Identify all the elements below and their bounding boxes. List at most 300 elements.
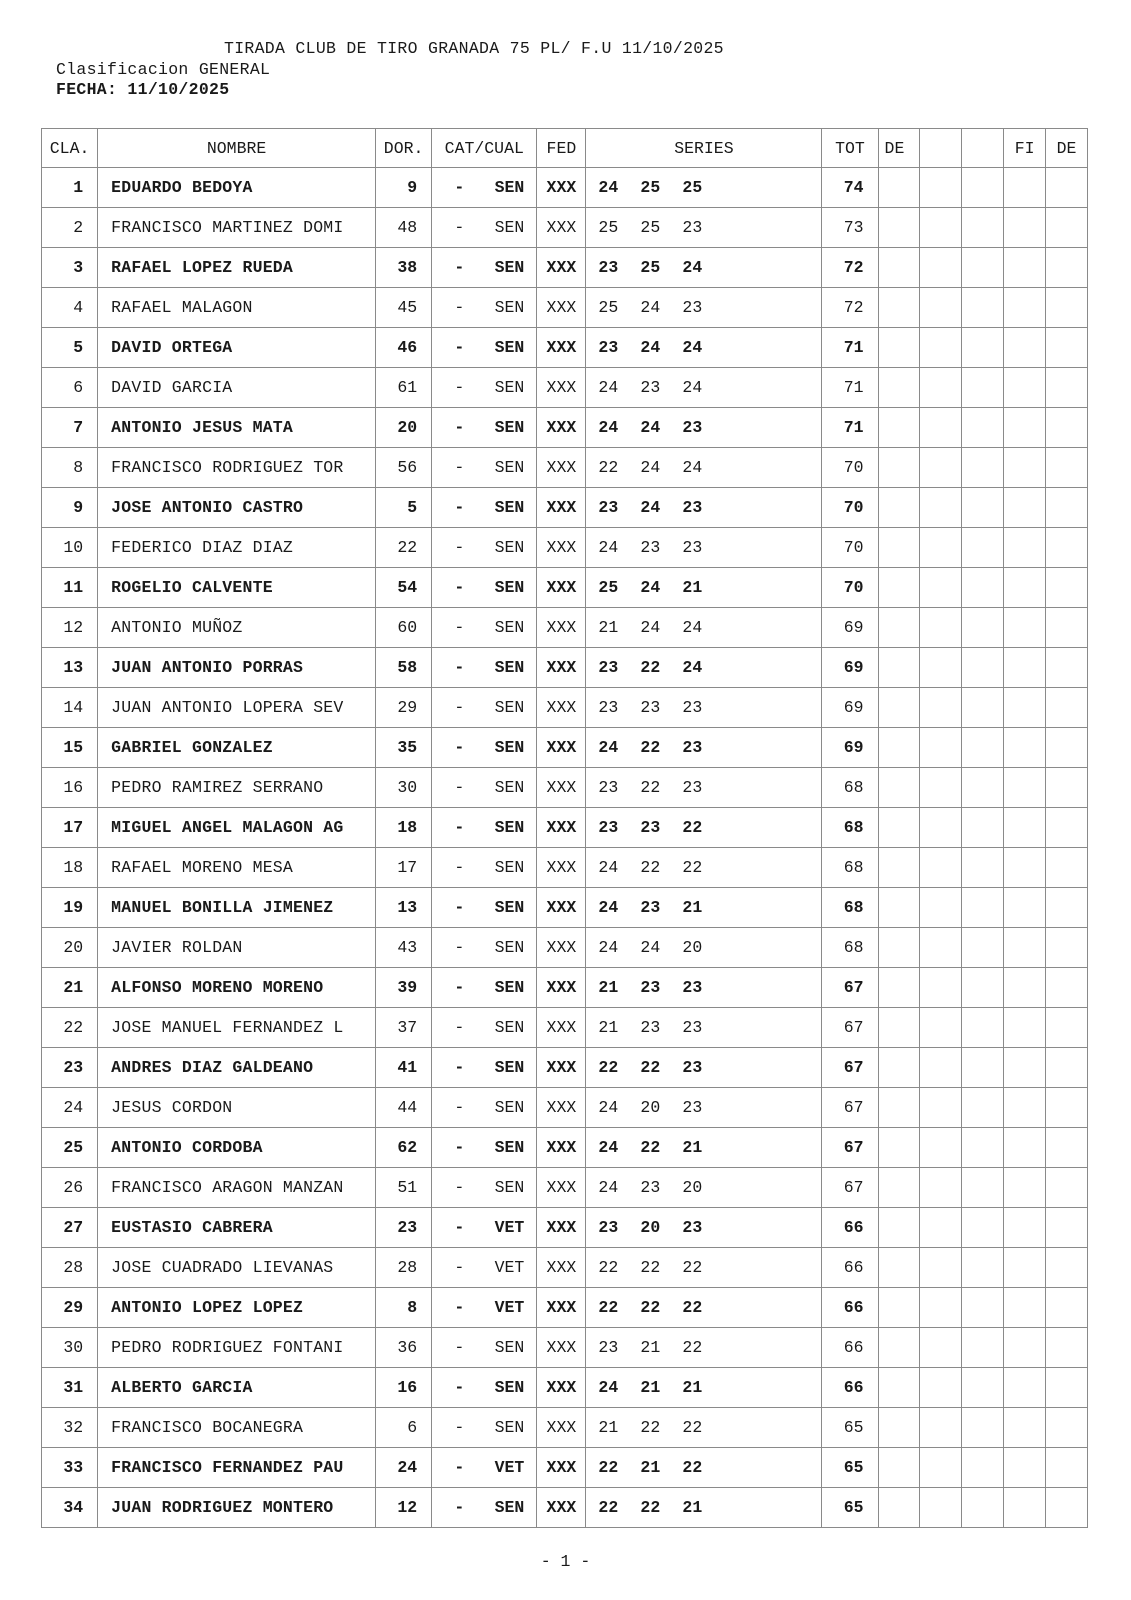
series-1-value: 21 <box>598 978 619 997</box>
series-cell <box>586 648 822 688</box>
category-cell <box>432 1128 537 1168</box>
bib-cell: 46 <box>376 328 432 368</box>
document-subtitle: Clasificacion GENERAL <box>56 60 271 79</box>
de-cell-2 <box>1046 1248 1088 1288</box>
blank-cell <box>962 968 1004 1008</box>
blank-cell <box>962 848 1004 888</box>
series-3-value: 23 <box>682 1218 703 1237</box>
series-2-value: 23 <box>640 1018 661 1037</box>
qualification-value: - <box>454 1458 465 1477</box>
table-row <box>42 248 1088 288</box>
category-value: VET <box>494 1298 525 1317</box>
rank-cell: 32 <box>42 1408 98 1448</box>
series-3-value: 24 <box>682 378 703 397</box>
series-cell <box>586 1128 822 1168</box>
series-cell <box>586 1408 822 1448</box>
category-value: VET <box>494 1258 525 1277</box>
series-cell <box>586 368 822 408</box>
name-cell: EDUARDO BEDOYA <box>98 168 376 208</box>
category-value: SEN <box>494 658 525 677</box>
series-cell <box>586 1288 822 1328</box>
blank-cell <box>920 408 962 448</box>
bib-cell: 5 <box>376 488 432 528</box>
qualification-value: - <box>454 818 465 837</box>
de-cell <box>878 1408 920 1448</box>
bib-cell: 61 <box>376 368 432 408</box>
federation-cell: XXX <box>537 1448 586 1488</box>
series-cell <box>586 208 822 248</box>
blank-cell <box>920 1328 962 1368</box>
rank-cell: 8 <box>42 448 98 488</box>
bib-cell: 22 <box>376 528 432 568</box>
rank-cell: 9 <box>42 488 98 528</box>
blank-cell <box>920 608 962 648</box>
fi-cell <box>1004 648 1046 688</box>
table-row <box>42 1208 1088 1248</box>
series-cell <box>586 768 822 808</box>
category-cell <box>432 328 537 368</box>
blank-cell <box>920 1488 962 1528</box>
federation-cell: XXX <box>537 848 586 888</box>
category-value: SEN <box>494 1178 525 1197</box>
series-1-value: 24 <box>598 1378 619 1397</box>
de-cell <box>878 1168 920 1208</box>
category-value: SEN <box>494 738 525 757</box>
federation-cell: XXX <box>537 1008 586 1048</box>
blank-cell <box>962 1448 1004 1488</box>
bib-cell: 8 <box>376 1288 432 1328</box>
category-value: SEN <box>494 1418 525 1437</box>
fi-cell <box>1004 1248 1046 1288</box>
blank-cell <box>962 488 1004 528</box>
federation-cell: XXX <box>537 168 586 208</box>
de-cell-2 <box>1046 968 1088 1008</box>
de-cell <box>878 848 920 888</box>
series-3-value: 21 <box>682 1498 703 1517</box>
table-row <box>42 1408 1088 1448</box>
qualification-value: - <box>454 1178 465 1197</box>
series-2-value: 24 <box>640 938 661 957</box>
total-cell: 66 <box>822 1208 878 1248</box>
blank-cell <box>962 1208 1004 1248</box>
name-cell: JAVIER ROLDAN <box>98 928 376 968</box>
blank-cell <box>920 1088 962 1128</box>
de-cell-2 <box>1046 168 1088 208</box>
category-cell <box>432 1248 537 1288</box>
federation-cell: XXX <box>537 808 586 848</box>
rank-cell: 11 <box>42 568 98 608</box>
series-cell <box>586 568 822 608</box>
qualification-value: - <box>454 1218 465 1237</box>
de-cell <box>878 328 920 368</box>
series-1-value: 25 <box>598 578 619 597</box>
bib-cell: 38 <box>376 248 432 288</box>
bib-cell: 54 <box>376 568 432 608</box>
qualification-value: - <box>454 178 465 197</box>
fi-cell <box>1004 408 1046 448</box>
rank-cell: 3 <box>42 248 98 288</box>
blank-cell <box>962 1488 1004 1528</box>
table-row <box>42 1008 1088 1048</box>
bib-cell: 56 <box>376 448 432 488</box>
rank-cell: 1 <box>42 168 98 208</box>
name-cell: ANTONIO JESUS MATA <box>98 408 376 448</box>
blank-cell <box>962 608 1004 648</box>
name-cell: ANTONIO CORDOBA <box>98 1128 376 1168</box>
qualification-value: - <box>454 1018 465 1037</box>
table-row <box>42 368 1088 408</box>
total-cell: 68 <box>822 928 878 968</box>
series-2-value: 23 <box>640 538 661 557</box>
qualification-value: - <box>454 978 465 997</box>
category-value: SEN <box>494 1098 525 1117</box>
name-cell: RAFAEL MORENO MESA <box>98 848 376 888</box>
table-row <box>42 208 1088 248</box>
category-value: SEN <box>494 378 525 397</box>
qualification-value: - <box>454 1498 465 1517</box>
series-cell <box>586 288 822 328</box>
series-2-value: 24 <box>640 298 661 317</box>
series-1-value: 24 <box>598 938 619 957</box>
rank-cell: 25 <box>42 1128 98 1168</box>
table-row <box>42 648 1088 688</box>
category-value: SEN <box>494 938 525 957</box>
total-cell: 66 <box>822 1248 878 1288</box>
federation-cell: XXX <box>537 1048 586 1088</box>
table-row <box>42 1368 1088 1408</box>
blank-cell <box>962 1288 1004 1328</box>
blank-cell <box>962 1328 1004 1368</box>
fi-cell <box>1004 368 1046 408</box>
bib-cell: 58 <box>376 648 432 688</box>
series-cell <box>586 528 822 568</box>
de-cell <box>878 1128 920 1168</box>
category-value: SEN <box>494 258 525 277</box>
category-cell <box>432 848 537 888</box>
de-cell-2 <box>1046 288 1088 328</box>
bib-cell: 13 <box>376 888 432 928</box>
rank-cell: 24 <box>42 1088 98 1128</box>
series-3-value: 23 <box>682 1018 703 1037</box>
fi-cell <box>1004 1368 1046 1408</box>
total-cell: 68 <box>822 768 878 808</box>
series-3-value: 24 <box>682 258 703 277</box>
total-cell: 70 <box>822 448 878 488</box>
total-cell: 69 <box>822 688 878 728</box>
qualification-value: - <box>454 218 465 237</box>
fi-cell <box>1004 888 1046 928</box>
blank-cell <box>962 768 1004 808</box>
total-cell: 70 <box>822 528 878 568</box>
table-row <box>42 768 1088 808</box>
de-cell <box>878 808 920 848</box>
federation-cell: XXX <box>537 1128 586 1168</box>
category-value: SEN <box>494 498 525 517</box>
blank-cell <box>920 1248 962 1288</box>
col-header-cat: CAT/CUAL <box>432 129 537 168</box>
series-3-value: 20 <box>682 938 703 957</box>
qualification-value: - <box>454 658 465 677</box>
fi-cell <box>1004 248 1046 288</box>
fi-cell <box>1004 1448 1046 1488</box>
rank-cell: 16 <box>42 768 98 808</box>
series-cell <box>586 728 822 768</box>
de-cell <box>878 248 920 288</box>
category-value: SEN <box>494 298 525 317</box>
federation-cell: XXX <box>537 328 586 368</box>
de-cell-2 <box>1046 688 1088 728</box>
table-row <box>42 1168 1088 1208</box>
name-cell: FEDERICO DIAZ DIAZ <box>98 528 376 568</box>
de-cell-2 <box>1046 848 1088 888</box>
series-2-value: 23 <box>640 898 661 917</box>
series-cell <box>586 1088 822 1128</box>
category-cell <box>432 608 537 648</box>
name-cell: MIGUEL ANGEL MALAGON AG <box>98 808 376 848</box>
total-cell: 66 <box>822 1368 878 1408</box>
total-cell: 69 <box>822 728 878 768</box>
total-cell: 68 <box>822 848 878 888</box>
federation-cell: XXX <box>537 1168 586 1208</box>
table-row <box>42 728 1088 768</box>
blank-cell <box>962 808 1004 848</box>
table-row <box>42 528 1088 568</box>
federation-cell: XXX <box>537 528 586 568</box>
blank-cell <box>920 728 962 768</box>
rank-cell: 6 <box>42 368 98 408</box>
de-cell-2 <box>1046 608 1088 648</box>
blank-cell <box>920 1168 962 1208</box>
category-value: SEN <box>494 1498 525 1517</box>
fi-cell <box>1004 688 1046 728</box>
category-cell <box>432 1448 537 1488</box>
de-cell-2 <box>1046 1048 1088 1088</box>
qualification-value: - <box>454 1138 465 1157</box>
qualification-value: - <box>454 578 465 597</box>
de-cell-2 <box>1046 1008 1088 1048</box>
name-cell: ANTONIO LOPEZ LOPEZ <box>98 1288 376 1328</box>
blank-cell <box>962 1168 1004 1208</box>
blank-cell <box>962 648 1004 688</box>
series-1-value: 25 <box>598 218 619 237</box>
bib-cell: 51 <box>376 1168 432 1208</box>
category-value: SEN <box>494 578 525 597</box>
name-cell: PEDRO RAMIREZ SERRANO <box>98 768 376 808</box>
col-header-de: DE <box>878 129 920 168</box>
category-value: SEN <box>494 618 525 637</box>
de-cell <box>878 728 920 768</box>
federation-cell: XXX <box>537 1368 586 1408</box>
table-row <box>42 848 1088 888</box>
blank-cell <box>920 888 962 928</box>
rank-cell: 23 <box>42 1048 98 1088</box>
de-cell <box>878 408 920 448</box>
fi-cell <box>1004 768 1046 808</box>
series-2-value: 22 <box>640 738 661 757</box>
qualification-value: - <box>454 618 465 637</box>
rank-cell: 29 <box>42 1288 98 1328</box>
federation-cell: XXX <box>537 648 586 688</box>
blank-cell <box>962 328 1004 368</box>
bib-cell: 41 <box>376 1048 432 1088</box>
col-header-blank-1 <box>920 129 962 168</box>
table-row <box>42 1128 1088 1168</box>
series-3-value: 22 <box>682 1458 703 1477</box>
series-1-value: 24 <box>598 1178 619 1197</box>
series-3-value: 21 <box>682 898 703 917</box>
total-cell: 72 <box>822 248 878 288</box>
col-header-cla: CLA. <box>42 129 98 168</box>
total-cell: 73 <box>822 208 878 248</box>
series-3-value: 24 <box>682 618 703 637</box>
series-cell <box>586 1488 822 1528</box>
qualification-value: - <box>454 418 465 437</box>
col-header-fi: FI <box>1004 129 1046 168</box>
blank-cell <box>920 1208 962 1248</box>
fi-cell <box>1004 488 1046 528</box>
de-cell <box>878 1008 920 1048</box>
blank-cell <box>962 1128 1004 1168</box>
blank-cell <box>962 448 1004 488</box>
series-cell <box>586 168 822 208</box>
series-2-value: 25 <box>640 178 661 197</box>
series-2-value: 25 <box>640 218 661 237</box>
name-cell: FRANCISCO MARTINEZ DOMI <box>98 208 376 248</box>
federation-cell: XXX <box>537 488 586 528</box>
de-cell <box>878 1328 920 1368</box>
name-cell: ALFONSO MORENO MORENO <box>98 968 376 1008</box>
category-cell <box>432 1168 537 1208</box>
category-cell <box>432 408 537 448</box>
qualification-value: - <box>454 1258 465 1277</box>
qualification-value: - <box>454 378 465 397</box>
name-cell: ANTONIO MUÑOZ <box>98 608 376 648</box>
series-cell <box>586 248 822 288</box>
de-cell-2 <box>1046 808 1088 848</box>
blank-cell <box>962 568 1004 608</box>
category-cell <box>432 528 537 568</box>
name-cell: ALBERTO GARCIA <box>98 1368 376 1408</box>
fi-cell <box>1004 448 1046 488</box>
de-cell <box>878 888 920 928</box>
bib-cell: 16 <box>376 1368 432 1408</box>
category-value: SEN <box>494 858 525 877</box>
name-cell: RAFAEL MALAGON <box>98 288 376 328</box>
blank-cell <box>962 1048 1004 1088</box>
blank-cell <box>962 1248 1004 1288</box>
total-cell: 67 <box>822 1048 878 1088</box>
series-cell <box>586 928 822 968</box>
category-cell <box>432 1088 537 1128</box>
series-3-value: 23 <box>682 778 703 797</box>
table-row <box>42 928 1088 968</box>
category-value: SEN <box>494 1058 525 1077</box>
category-value: SEN <box>494 458 525 477</box>
de-cell <box>878 1048 920 1088</box>
series-3-value: 23 <box>682 538 703 557</box>
category-cell <box>432 568 537 608</box>
category-cell <box>432 1048 537 1088</box>
bib-cell: 20 <box>376 408 432 448</box>
series-1-value: 24 <box>598 178 619 197</box>
bib-cell: 35 <box>376 728 432 768</box>
total-cell: 71 <box>822 328 878 368</box>
federation-cell: XXX <box>537 1328 586 1368</box>
de-cell <box>878 1448 920 1488</box>
fi-cell <box>1004 1288 1046 1328</box>
qualification-value: - <box>454 458 465 477</box>
col-header-fed: FED <box>537 129 586 168</box>
series-3-value: 23 <box>682 738 703 757</box>
series-cell <box>586 328 822 368</box>
category-value: VET <box>494 1218 525 1237</box>
qualification-value: - <box>454 1298 465 1317</box>
name-cell: DAVID ORTEGA <box>98 328 376 368</box>
de-cell <box>878 568 920 608</box>
bib-cell: 9 <box>376 168 432 208</box>
de-cell <box>878 528 920 568</box>
name-cell: JOSE CUADRADO LIEVANAS <box>98 1248 376 1288</box>
series-3-value: 25 <box>682 178 703 197</box>
bib-cell: 28 <box>376 1248 432 1288</box>
rank-cell: 5 <box>42 328 98 368</box>
qualification-value: - <box>454 1378 465 1397</box>
name-cell: JUAN ANTONIO LOPERA SEV <box>98 688 376 728</box>
blank-cell <box>920 688 962 728</box>
series-1-value: 22 <box>598 1258 619 1277</box>
de-cell-2 <box>1046 928 1088 968</box>
bib-cell: 29 <box>376 688 432 728</box>
de-cell <box>878 768 920 808</box>
bib-cell: 43 <box>376 928 432 968</box>
bib-cell: 17 <box>376 848 432 888</box>
de-cell-2 <box>1046 768 1088 808</box>
de-cell-2 <box>1046 368 1088 408</box>
series-1-value: 24 <box>598 1098 619 1117</box>
fi-cell <box>1004 848 1046 888</box>
blank-cell <box>920 288 962 328</box>
rank-cell: 22 <box>42 1008 98 1048</box>
de-cell-2 <box>1046 648 1088 688</box>
qualification-value: - <box>454 1098 465 1117</box>
series-1-value: 24 <box>598 1138 619 1157</box>
name-cell: JESUS CORDON <box>98 1088 376 1128</box>
table-row <box>42 1488 1088 1528</box>
rank-cell: 26 <box>42 1168 98 1208</box>
qualification-value: - <box>454 898 465 917</box>
series-3-value: 24 <box>682 338 703 357</box>
blank-cell <box>920 1408 962 1448</box>
series-3-value: 21 <box>682 578 703 597</box>
series-2-value: 24 <box>640 418 661 437</box>
series-2-value: 23 <box>640 818 661 837</box>
series-3-value: 20 <box>682 1178 703 1197</box>
federation-cell: XXX <box>537 408 586 448</box>
table-row <box>42 1328 1088 1368</box>
name-cell: GABRIEL GONZALEZ <box>98 728 376 768</box>
series-2-value: 21 <box>640 1458 661 1477</box>
fi-cell <box>1004 1208 1046 1248</box>
series-cell <box>586 848 822 888</box>
series-2-value: 25 <box>640 258 661 277</box>
qualification-value: - <box>454 938 465 957</box>
bib-cell: 18 <box>376 808 432 848</box>
fi-cell <box>1004 1048 1046 1088</box>
col-header-de-2: DE <box>1046 129 1088 168</box>
qualification-value: - <box>454 498 465 517</box>
bib-cell: 37 <box>376 1008 432 1048</box>
series-1-value: 21 <box>598 1018 619 1037</box>
